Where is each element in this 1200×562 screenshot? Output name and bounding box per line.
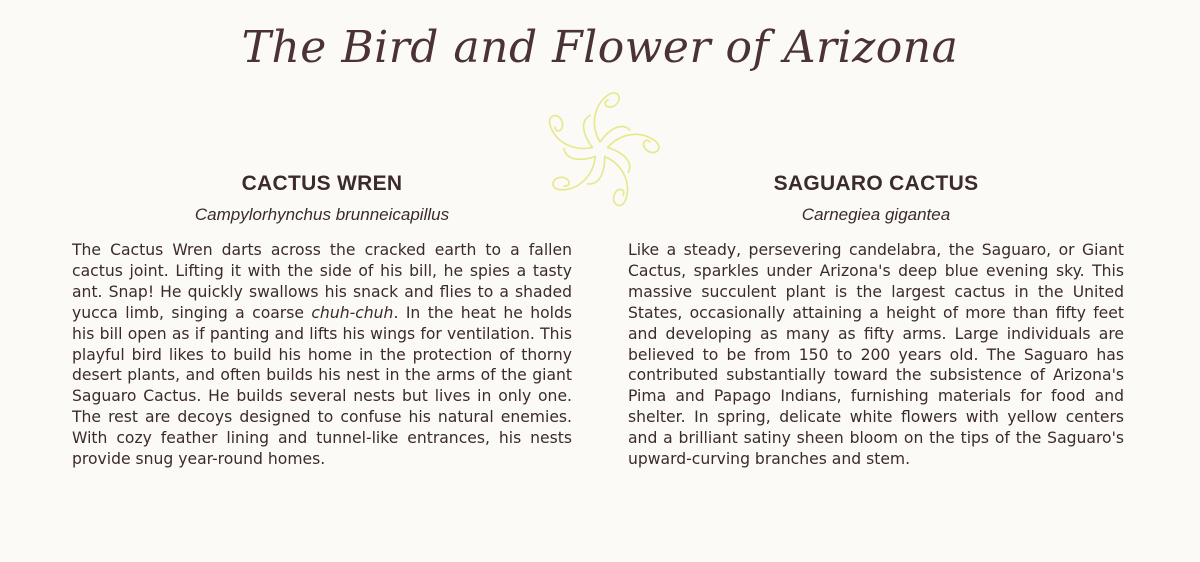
page-title: The Bird and Flower of Arizona (241, 22, 959, 73)
bird-section (72, 170, 572, 470)
flower-section (628, 170, 1124, 470)
flower-scientific-name: Carnegiea gigantea (801, 205, 951, 224)
bird-description-part1: The Cactus Wren darts across the cracked earth to a fallen cactus joint. Lifting it with the side of his bill, he spies a tasty ant. Snap! He quickly swallows his snack and flies to a shaded yucca limb, singing a coarse (72, 241, 572, 322)
flower-heading: SAGUARO CACTUS (773, 172, 979, 195)
bird-song-emphasis: chuh-chuh (311, 303, 394, 322)
bird-description (72, 240, 572, 470)
flower-description: Like a steady, persevering candelabra, the Saguaro, or Giant Cactus, sparkles under Arizona's deep blue evening sky. This massive succulent plant is the largest cactus in the United States, occasionally attaining a height of more than fifty feet and developing as many as fifty arms. Large individuals are believed to be from 150 to 200 years old. The Saguaro has contributed substantially toward the subsistence of Arizona's Pima and Papago Indians, furnishing materials for food and shelter. In spring, delicate white flowers with yellow centers and a brilliant satiny sheen bloom on the tips of the Saguaro's upward-curving branches and stem. (628, 241, 1124, 469)
bird-heading: CACTUS WREN (241, 172, 403, 195)
bird-description-part2: . In the heat he holds his bill open as if panting and lifts his wings for ventilation. This playful bird likes to build his home in the protection of thorny desert plants, and often builds his nest in the arms of the giant Saguaro Cactus. He builds several nests but lives in only one. The rest are decoys designed to confuse his natural enemies. With cozy feather lining and tunnel-like entrances, his nests provide snug year-round homes. (72, 303, 572, 469)
bird-scientific-name: Campylorhynchus brunneicapillus (194, 205, 450, 224)
